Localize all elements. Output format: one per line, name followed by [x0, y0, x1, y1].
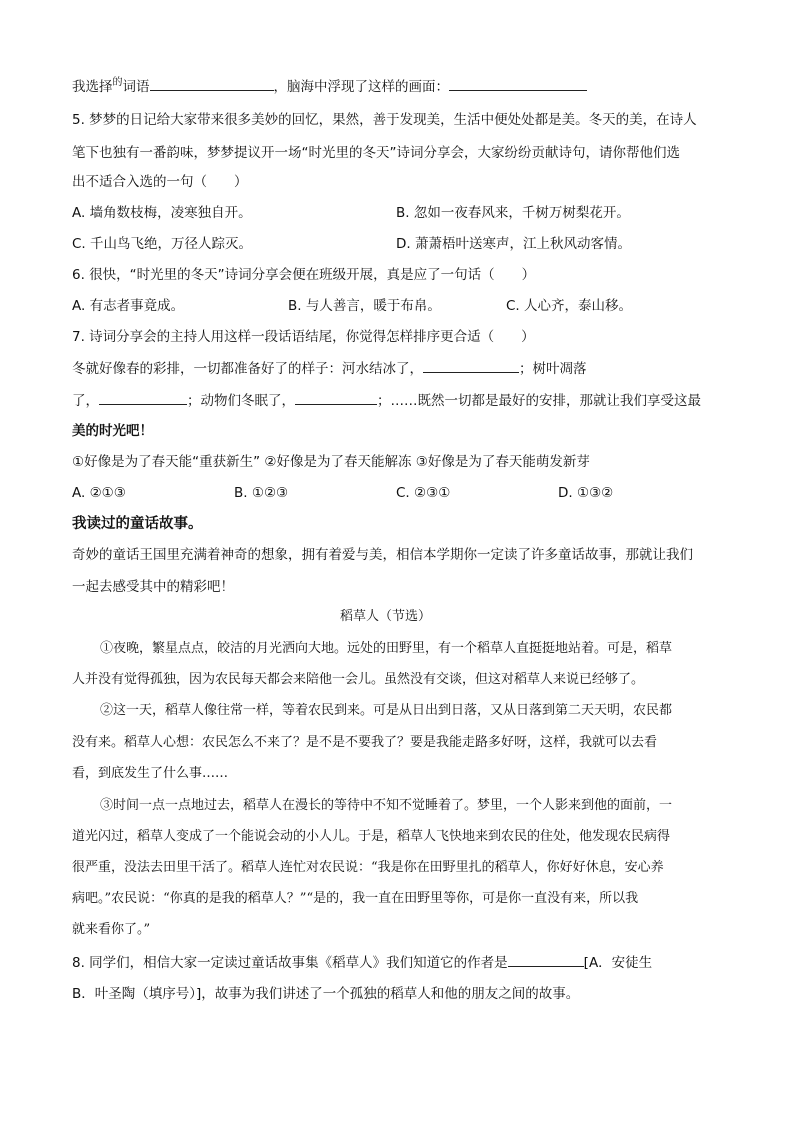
q7-stem: 7. 诗词分享会的主持人用这样一段话语结尾，你觉得怎样排序更合适（ ） — [72, 329, 535, 345]
q8-text-1a: 8. 同学们，相信大家一定读过童话故事集《稻草人》我们知道它的作者是 — [72, 955, 508, 971]
q7-option-d[interactable]: D. ①③② — [558, 485, 614, 501]
q7-passage-text-2c: ；……既然一切都是最好的安排，那就让我们享受这最 — [377, 393, 701, 409]
q4-scene-blank[interactable] — [449, 76, 587, 91]
story-para3-line-4: 病吧。”农民说：“你真的是我的稻草人？”“是的，我一直在田野里等你，可是你一直没有来，所以我 — [72, 891, 639, 906]
q8-line-1 — [72, 952, 652, 973]
q7-choices: ①好像是为了春天能“重获新生” ②好像是为了春天能解冻 ③好像是为了春天能萌发新芽 — [72, 454, 590, 470]
q5-stem-line-1: 5. 梦梦的日记给大家带来很多美妙的回忆，果然，善于发现美，生活中便处处都是美。冬天的美，在诗人 — [72, 112, 697, 128]
q7-passage-text-1b: ；树叶凋落 — [519, 361, 587, 377]
q7-blank-2[interactable] — [99, 390, 187, 405]
story-title: 稻草人（节选） — [340, 609, 432, 624]
q7-passage-line-2 — [72, 390, 701, 411]
q4-word-blank[interactable] — [150, 76, 274, 91]
story-para1-line-1: ①夜晚，繁星点点，皎洁的月光洒向大地。远处的田野里，有一个稻草人直挺挺地站着。可是，稻草 — [100, 641, 673, 656]
q4-text-2: 词语 — [122, 79, 150, 95]
q7-option-b[interactable]: B. ①②③ — [234, 485, 289, 501]
q7-passage-text-1a: 冬就好像春的彩排，一切都准备好了的样子：河水结冰了， — [72, 361, 423, 377]
q7-option-c[interactable]: C. ②③① — [396, 485, 451, 501]
q5-option-c[interactable]: C. 千山鸟飞绝，万径人踪灭。 — [72, 236, 253, 252]
q7-passage-line-3: 美的时光吧！ — [72, 423, 153, 439]
story-para3-line-5: 就来看你了。” — [72, 922, 151, 937]
story-para2-line-1: ②这一天，稻草人像往常一样，等着农民到来。可是从日出到日落，又从日落到第二天天明，农民都 — [100, 703, 673, 718]
q8-line-2: B．叶圣陶（填序号）]，故事为我们讲述了一个孤独的稻草人和他的朋友之间的故事。 — [72, 986, 580, 1002]
section-intro-line-1: 奇妙的童话王国里充满着神奇的想象，拥有着爱与美，相信本学期你一定读了许多童话故事，那就让我们 — [72, 547, 693, 563]
q4-text-sup: 的 — [112, 77, 123, 88]
q7-passage-text-2a: 了， — [72, 393, 99, 409]
q5-option-d[interactable]: D. 萧萧梧叶送寒声，江上秋风动客情。 — [396, 236, 631, 252]
q6-option-a[interactable]: A. 有志者事竟成。 — [72, 298, 185, 314]
story-para1-line-2: 人并没有觉得孤独，因为农民每天都会来陪他一会儿。虽然没有交谈，但这对稻草人来说已经够了。 — [72, 672, 645, 687]
q7-blank-1[interactable] — [423, 358, 519, 373]
q6-stem: 6. 很快，“时光里的冬天”诗词分享会便在班级开展，真是应了一句话（ ） — [72, 267, 536, 283]
q7-passage-text-2b: ；动物们冬眠了， — [187, 393, 295, 409]
q8-text-1b: [A．安徒生 — [583, 955, 653, 971]
q5-stem-line-3: 出不适合入选的一句（ ） — [72, 174, 248, 190]
q4-answer-line — [72, 76, 587, 99]
q8-author-blank[interactable] — [508, 952, 584, 967]
story-para3-line-3: 很严重，没法去田里干活了。稻草人连忙对农民说：“我是你在田野里扎的稻草人，你好好休息，安心养 — [72, 860, 664, 875]
q5-stem-line-2: 笔下也独有一番韵味，梦梦提议开一场“时光里的冬天”诗词分享会，大家纷纷贡献诗句，请你帮他们选 — [72, 145, 680, 161]
section-title: 我读过的童话故事。 — [72, 516, 203, 532]
q6-option-b[interactable]: B. 与人善言，暖于布帛。 — [288, 298, 441, 314]
section-intro-line-2: 一起去感受其中的精彩吧！ — [72, 579, 234, 595]
q7-option-a[interactable]: A. ②①③ — [72, 485, 126, 501]
q7-passage-line-1 — [72, 358, 587, 379]
q4-text-1: 我选择 — [72, 79, 113, 95]
story-para2-line-2: 没有来。稻草人心想：农民怎么不来了？是不是不要我了？要是我能走路多好呀，这样，我就可以去看 — [72, 735, 658, 750]
story-para2-line-3: 看，到底发生了什么事…… — [72, 766, 229, 781]
story-para3-line-2: 道光闪过，稻草人变成了一个能说会动的小人儿。于是，稻草人飞快地来到农民的住处，他发现农民病得 — [72, 829, 671, 844]
q4-text-3: ，脑海中浮现了这样的画面： — [273, 79, 449, 95]
q6-option-c[interactable]: C. 人心齐，泰山移。 — [506, 298, 633, 314]
q7-blank-3[interactable] — [295, 390, 377, 405]
story-para3-line-1: ③时间一点一点地过去，稻草人在漫长的等待中不知不觉睡着了。梦里，一个人影来到他的面前，一 — [100, 798, 673, 813]
q5-option-a[interactable]: A. 墙角数枝梅，凌寒独自开。 — [72, 205, 252, 221]
q5-option-b[interactable]: B. 忽如一夜春风来，千树万树梨花开。 — [396, 205, 630, 221]
